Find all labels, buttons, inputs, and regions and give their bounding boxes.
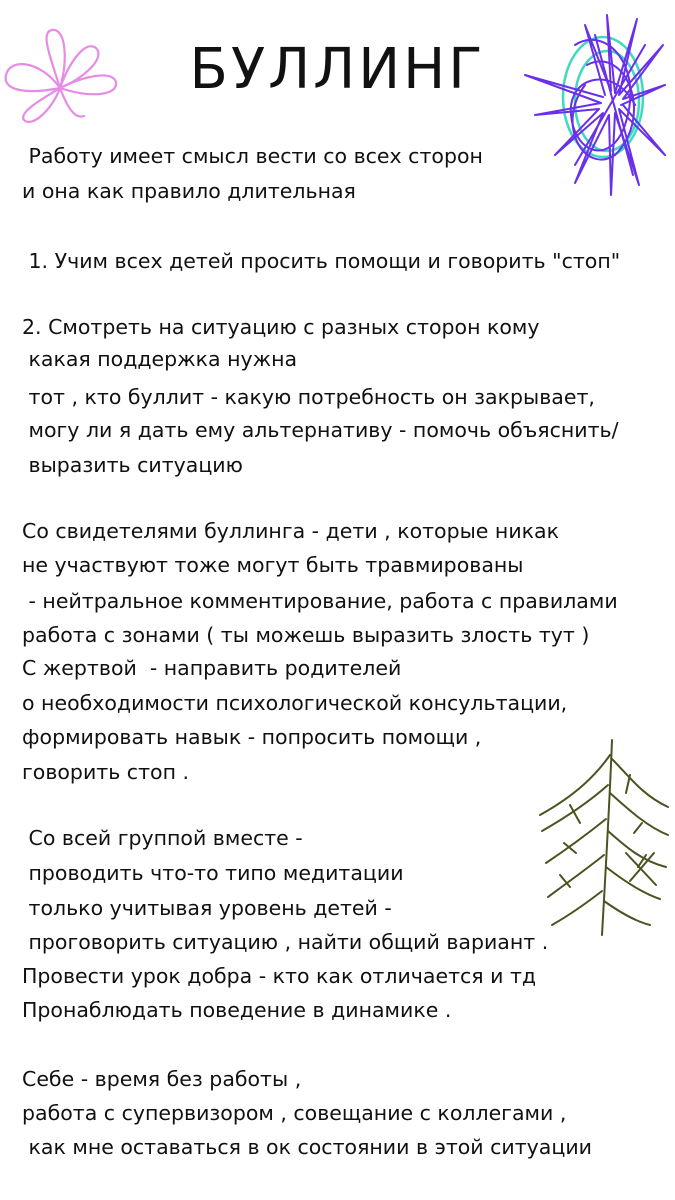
text-line: могу ли я дать ему альтернативу - помочь объяснить/ [22,418,619,442]
text-line: Со свидетелями буллинга - дети , которые никак [22,519,559,543]
tree-doodle-icon [530,735,675,940]
text-line: 2. Смотреть на ситуацию с разных сторон кому [22,315,540,339]
text-line: не участвуют тоже могут быть травмированы [22,553,524,577]
text-line: Работу имеет смысл вести со всех сторон [22,144,483,168]
text-line: проговорить ситуацию , найти общий вариант . [22,930,549,954]
text-line: 1. Учим всех детей просить помощи и говорить "стоп" [22,249,621,273]
page-title: БУЛЛИНГ [189,37,486,102]
text-line: Пронаблюдать поведение в динамике . [22,998,452,1022]
text-line: как мне оставаться в ок состоянии в этой ситуации [22,1135,592,1159]
text-line: выразить ситуацию [22,453,243,477]
text-line: Провести урок добра - кто как отличается и тд [22,964,537,988]
text-line: формировать навык - попросить помощи , [22,725,482,749]
text-line: о необходимости психологической консультации, [22,691,568,715]
text-line: и она как правило длительная [22,179,356,203]
text-line: работа с зонами ( ты можешь выразить злость тут ) [22,623,590,647]
text-line: Со всей группой вместе - [22,826,303,850]
text-line: говорить стоп . [22,760,190,784]
scribble-doodle-icon [515,5,675,200]
text-line: тот , кто буллит - какую потребность он закрывает, [22,385,595,409]
text-line: С жертвой - направить родителей [22,656,402,680]
text-line: - нейтральное комментирование, работа с правилами [22,589,618,613]
text-line: только учитывая уровень детей - [22,896,392,920]
text-line: Себе - время без работы , [22,1067,302,1091]
text-line: какая поддержка нужна [22,347,298,371]
text-line: работа с супервизором , совещание с коллегами , [22,1101,567,1125]
text-line: проводить что-то типо медитации [22,861,404,885]
